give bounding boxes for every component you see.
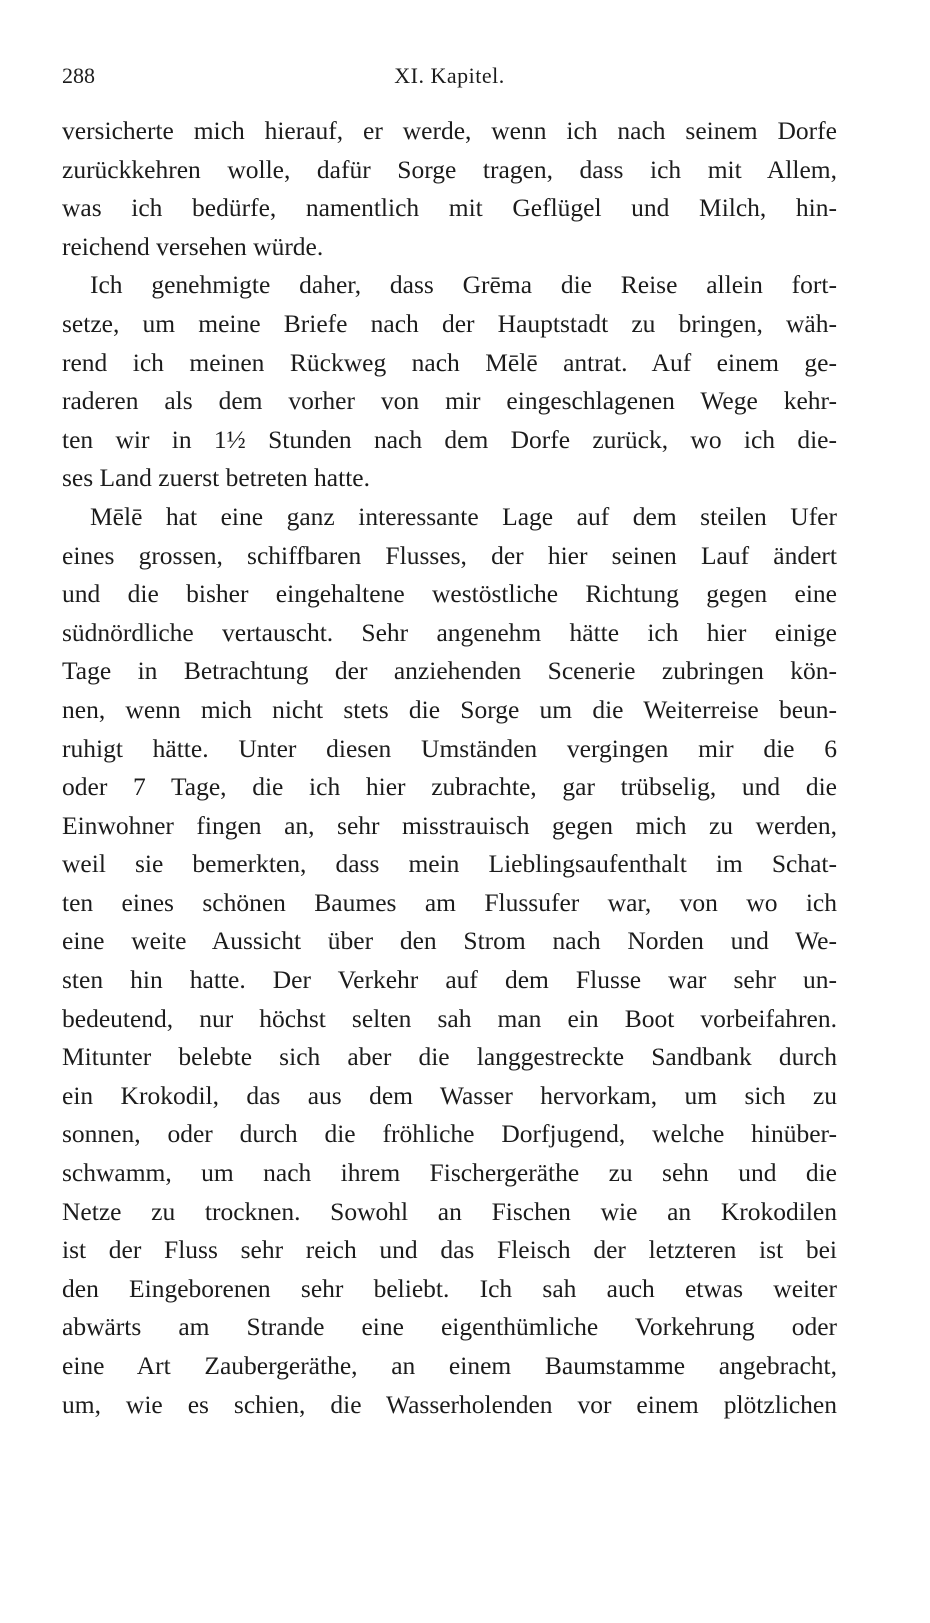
chapter-title: XI. Kapitel. <box>394 63 505 88</box>
text-line: ten eines schönen Baumes am Flussufer war, von wo ich <box>62 887 837 917</box>
text-line: um, wie es schien, die Wasserholenden vor einem plötzlichen <box>62 1389 837 1419</box>
text-line: eine Art Zaubergeräthe, an einem Baumstamme angebracht, <box>62 1351 837 1380</box>
text-line: Tage in Betrachtung der anziehenden Scenerie zubringen kön- <box>62 656 837 686</box>
text-line: nen, wenn mich nicht stets die Sorge um die Weiterreise beun- <box>62 694 837 724</box>
text-line: Netze zu trocknen. Sowohl an Fischen wie an Krokodilen <box>62 1196 837 1226</box>
running-head <box>62 56 837 96</box>
text-line: rend ich meinen Rückweg nach Mēlē antrat. Auf einem ge- <box>62 347 837 377</box>
text-line: sonnen, oder durch die fröhliche Dorfjugend, welche hinüber- <box>62 1119 837 1149</box>
text-line: sten hin hatte. Der Verkehr auf dem Flusse war sehr un- <box>62 965 837 995</box>
text-line: abwärts am Strande eine eigenthümliche Vorkehrung oder <box>62 1312 837 1342</box>
text-line: zurückkehren wolle, dafür Sorge tragen, dass ich mit Allem, <box>62 154 837 184</box>
text-line: was ich bedürfe, namentlich mit Geflügel und Milch, hin- <box>62 193 837 223</box>
text-line: ses Land zuerst betreten hatte. <box>62 463 370 493</box>
text-line: Mitunter belebte sich aber die langgestreckte Sandbank durch <box>62 1042 837 1072</box>
text-line: eine weite Aussicht über den Strom nach Norden und We- <box>62 926 837 956</box>
text-line: versicherte mich hierauf, er werde, wenn ich nach seinem Dorfe <box>62 116 837 145</box>
text-line: raderen als dem vorher von mir eingeschlagenen Wege kehr- <box>62 386 837 416</box>
text-line: bedeutend, nur höchst selten sah man ein Boot vorbeifahren. <box>62 1003 837 1033</box>
text-line: eines grossen, schiffbaren Flusses, der hier seinen Lauf ändert <box>62 540 837 570</box>
body-text <box>62 112 837 1424</box>
text-line: und die bisher eingehaltene westöstliche Richtung gegen eine <box>62 579 837 609</box>
page-number: 288 <box>62 63 95 88</box>
text-line: reichend versehen würde. <box>62 231 324 261</box>
text-line: südnördliche vertauscht. Sehr angenehm hätte ich hier einige <box>62 617 837 647</box>
paragraph <box>62 266 837 498</box>
text-line: setze, um meine Briefe nach der Hauptstadt zu bringen, wäh- <box>62 308 837 338</box>
text-line: ist der Fluss sehr reich und das Fleisch der letzteren ist bei <box>62 1235 837 1265</box>
text-line: ten wir in 1½ Stunden nach dem Dorfe zurück, wo ich die- <box>62 424 837 454</box>
paragraph <box>62 498 837 1424</box>
text-line: ruhigt hätte. Unter diesen Umständen vergingen mir die 6 <box>62 733 837 763</box>
paragraph <box>62 112 837 266</box>
text-line: weil sie bemerkten, dass mein Lieblingsaufenthalt im Schat- <box>62 849 837 879</box>
text-line: ein Krokodil, das aus dem Wasser hervorkam, um sich zu <box>62 1080 837 1110</box>
text-line: schwamm, um nach ihrem Fischergeräthe zu sehn und die <box>62 1158 837 1188</box>
text-line: Mēlē hat eine ganz interessante Lage auf dem steilen Ufer <box>90 501 837 531</box>
text-line: Einwohner fingen an, sehr misstrauisch gegen mich zu werden, <box>62 810 837 840</box>
text-line: Ich genehmigte daher, dass Grēma die Reise allein fort- <box>90 270 837 300</box>
text-line: den Eingeborenen sehr beliebt. Ich sah auch etwas weiter <box>62 1273 837 1303</box>
text-line: oder 7 Tage, die ich hier zubrachte, gar trübselig, und die <box>62 772 837 802</box>
